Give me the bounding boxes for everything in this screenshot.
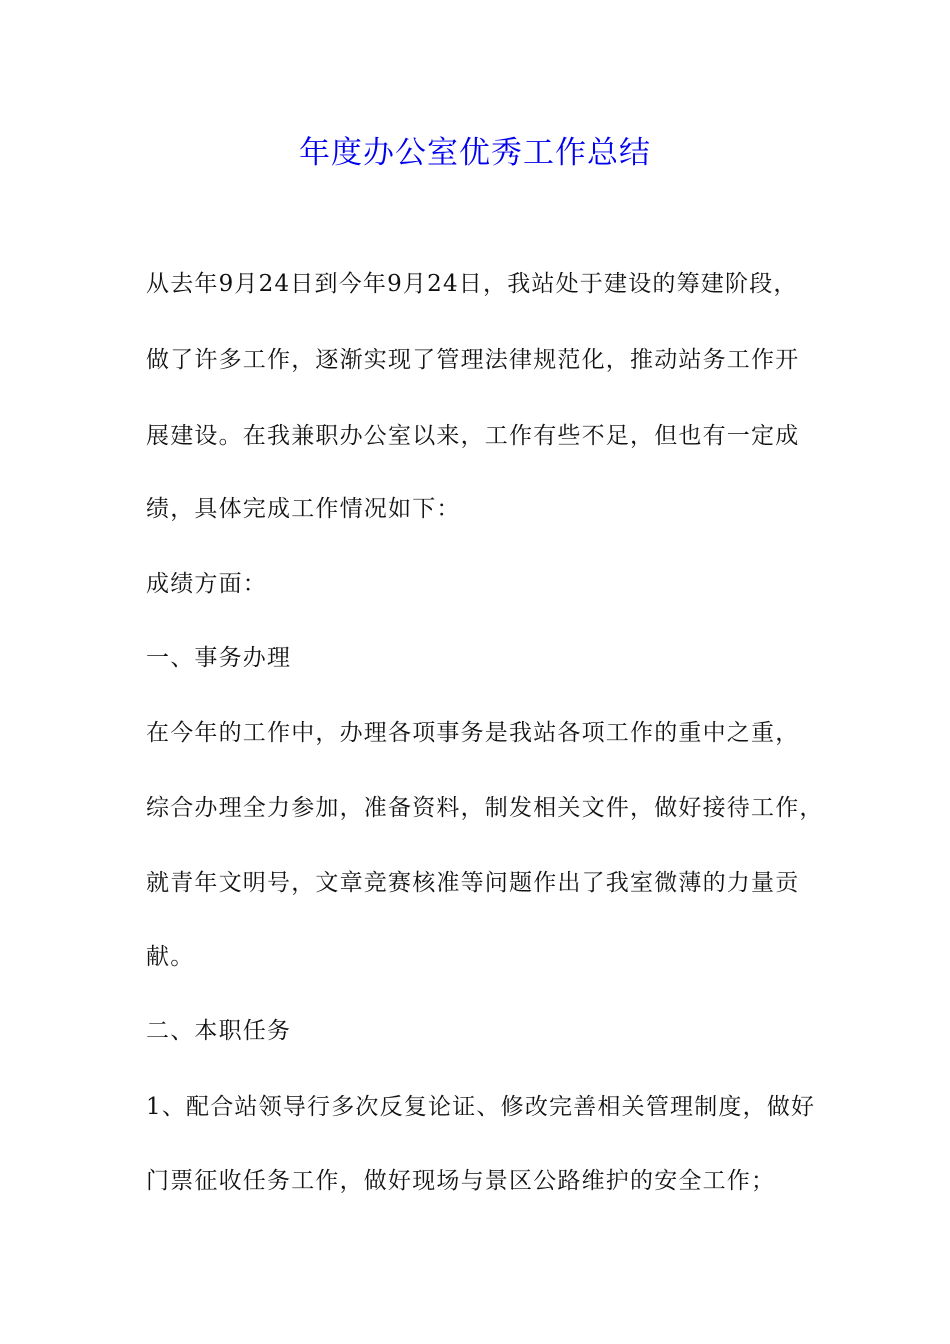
section-heading-duties: 二、本职任务 xyxy=(146,1018,292,1044)
document-title: 年度办公室优秀工作总结 xyxy=(299,135,651,171)
paragraph-line-1: 从去年9月24日到今年9月24日，我站处于建设的筹建阶段， xyxy=(146,271,798,297)
paragraph-line-7: 就青年文明号，文章竞赛核准等问题作出了我室微薄的力量贡 xyxy=(146,870,800,896)
section-heading-affairs: 一、事务办理 xyxy=(146,645,292,671)
paragraph-line-10: 门票征收任务工作，做好现场与景区公路维护的安全工作； xyxy=(146,1168,776,1194)
paragraph-line-3: 展建设。在我兼职办公室以来，工作有些不足，但也有一定成 xyxy=(146,423,800,449)
paragraph-line-6: 综合办理全力参加，准备资料，制发相关文件，做好接待工作， xyxy=(146,795,824,821)
paragraph-line-4: 绩，具体完成工作情况如下： xyxy=(146,496,461,522)
paragraph-line-9: 1、配合站领导行多次反复论证、修改完善相关管理制度，做好 xyxy=(146,1094,816,1120)
paragraph-line-8: 献。 xyxy=(146,944,195,970)
paragraph-line-2: 做了许多工作，逐渐实现了管理法律规范化，推动站务工作开 xyxy=(146,347,800,373)
section-heading-achievements: 成绩方面： xyxy=(146,571,267,597)
paragraph-line-5: 在今年的工作中，办理各项事务是我站各项工作的重中之重， xyxy=(146,720,800,746)
